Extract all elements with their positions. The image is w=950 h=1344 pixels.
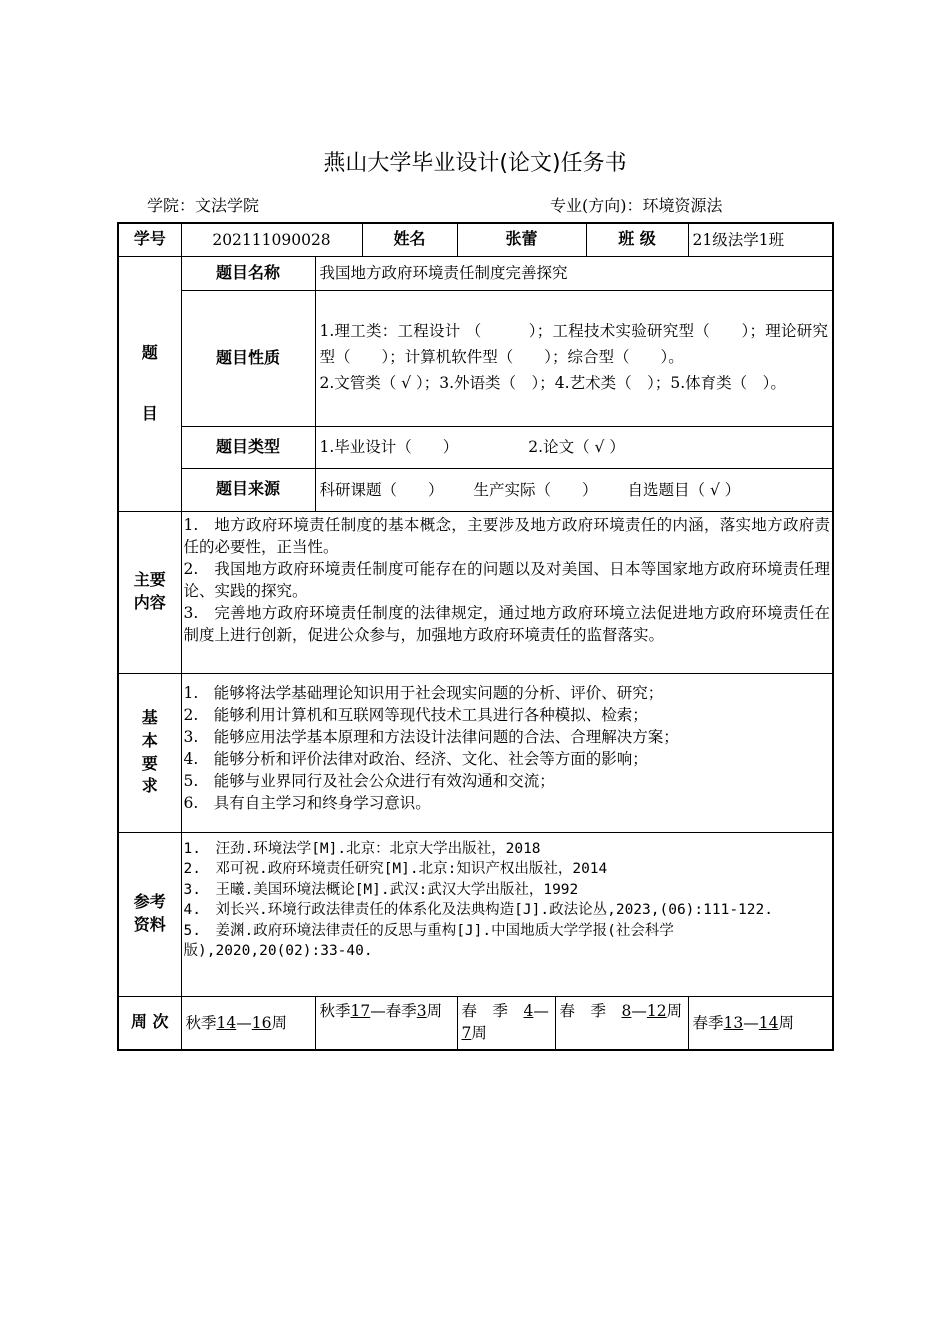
content-list (181, 511, 833, 673)
requirements-label: 基 本 要 求 (118, 673, 181, 832)
week-block-4: 春 季 8—12周 (555, 996, 688, 1050)
topic-type-row (118, 426, 833, 468)
page-title: 燕山大学毕业设计(论文)任务书 (323, 151, 627, 176)
nature-line-1: 1.理工类：工程设计 （ ）；工程技术实验研究型（ ）；理论研究型（ ）；计算机软件型（ ）；综合型（ ）。 (319, 322, 829, 367)
content-item: 2. 我国地方政府环境责任制度可能存在的问题以及对美国、日本等国家地方政府环境责任理论、实践的探究。 (183, 559, 831, 600)
reference-item: 4. 刘长兴.环境行政法律责任的体系化及法典构造[J].政法论丛,2023,(06):111-122. (183, 902, 773, 919)
topic-source-row (118, 468, 833, 511)
requirement-item: 1. 能够将法学基础理论知识用于社会现实问题的分析、评价、研究； (183, 683, 664, 702)
reference-item: 1. 汪劲.环境法学[M].北京：北京大学出版社，2018 (183, 840, 541, 857)
type-option-design: 1.毕业设计（ ） (319, 438, 459, 456)
topic-side-label: 题 目 (118, 256, 181, 511)
header-row (118, 223, 833, 256)
weeks-label: 周 次 (118, 996, 181, 1050)
topic-nature-value (315, 290, 833, 426)
topic-name-row (118, 256, 833, 290)
topic-source-value (315, 468, 833, 511)
reference-item: 3. 王曦.美国环境法概论[M].武汉:武汉大学出版社，1992 (183, 881, 579, 898)
name-value: 张蕾 (457, 223, 586, 256)
major-label: 专业(方向)：环境资源法 (550, 196, 723, 215)
content-row (118, 511, 833, 673)
requirement-item: 6. 具有自主学习和终身学习意识。 (183, 793, 431, 812)
references-label: 参考 资料 (118, 832, 181, 996)
week-block-2: 秋季17—春季3周 (315, 996, 457, 1050)
content-item: 3. 完善地方政府环境责任制度的法律规定，通过地方政府环境立法促进地方政府环境责任在制度上进行创新，促进公众参与，加强地方政府环境责任的监督落实。 (183, 603, 831, 644)
references-row (118, 832, 833, 996)
content-item: 1. 地方政府环境责任制度的基本概念，主要涉及地方政府环境责任的内涵，落实地方政府责任的必要性，正当性。 (183, 515, 831, 556)
name-label: 姓名 (362, 223, 457, 256)
reference-item: 2. 邓可祝.政府环境责任研究[M].北京:知识产权出版社，2014 (183, 861, 608, 878)
requirements-list (181, 673, 833, 832)
requirement-item: 4. 能够分析和评价法律对政治、经济、文化、社会等方面的影响； (183, 749, 648, 768)
type-option-thesis: 2.论文（ √ ） (528, 438, 625, 456)
week-block-3: 春 季 4—7周 (457, 996, 555, 1050)
week-block-5: 春季13—14周 (688, 996, 833, 1050)
class-label: 班 级 (586, 223, 688, 256)
requirement-item: 3. 能够应用法学基本原理和方法设计法律问题的合法、合理解决方案； (183, 727, 679, 746)
weeks-row (118, 996, 833, 1050)
topic-nature-row (118, 290, 833, 426)
reference-item: 5. 姜渊.政府环境法律责任的反思与重构[J].中国地质大学学报(社会科学版),2020,20(02):33-40. (183, 922, 674, 960)
topic-type-label: 题目类型 (181, 426, 315, 468)
student-id-value: 202111090028 (181, 223, 362, 256)
student-id-label: 学号 (118, 223, 181, 256)
task-table (117, 222, 834, 1051)
topic-name-value: 我国地方政府环境责任制度完善探究 (315, 256, 833, 290)
topic-name-label: 题目名称 (181, 256, 315, 290)
source-option-production: 生产实际（ ） (473, 480, 598, 499)
references-list (181, 832, 833, 996)
topic-type-value (315, 426, 833, 468)
college-label: 学院：文法学院 (147, 196, 260, 215)
content-label: 主要 内容 (118, 511, 181, 673)
week-block-1: 秋季14—16周 (181, 996, 315, 1050)
topic-nature-label: 题目性质 (181, 290, 315, 426)
class-value: 21级法学1班 (688, 223, 833, 256)
nature-line-2: 2.文管类（ √ ）；3.外语类（ ）；4.艺术类（ ）；5.体育类（ ）。 (319, 373, 786, 392)
source-option-self: 自选题目（ √ ） (627, 480, 741, 499)
requirements-row (118, 673, 833, 832)
source-option-research: 科研课题（ ） (319, 480, 444, 499)
requirement-item: 2. 能够利用计算机和互联网等现代技术工具进行各种模拟、检索； (183, 705, 648, 724)
topic-source-label: 题目来源 (181, 468, 315, 511)
requirement-item: 5. 能够与业界同行及社会公众进行有效沟通和交流； (183, 771, 555, 790)
